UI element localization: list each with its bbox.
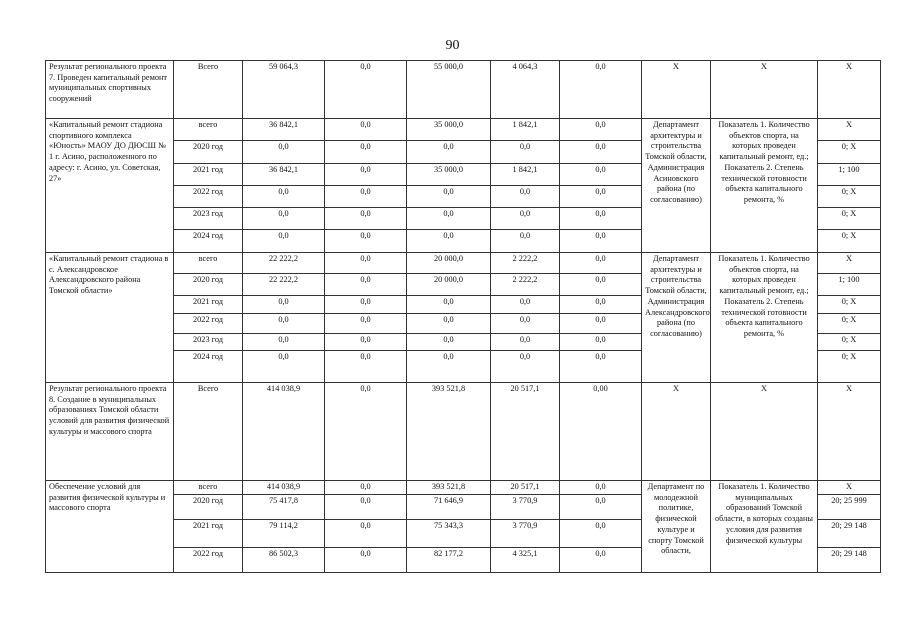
table-cell: 55 000,0 [407, 61, 491, 119]
table-cell: 3 770,9 [491, 519, 560, 547]
table-cell: 59 064,3 [243, 61, 325, 119]
table-cell: 4 064,3 [491, 61, 560, 119]
table-cell: 0,0 [325, 61, 407, 119]
table-cell: всего [174, 253, 243, 274]
table-cell: 0,0 [560, 61, 642, 119]
table-cell: 0; Х [818, 141, 881, 164]
table-cell: Х [711, 383, 818, 481]
table-cell: 2023 год [174, 208, 243, 230]
table-cell: 75 343,3 [407, 519, 491, 547]
table-row [46, 253, 881, 274]
table-cell: Х [642, 383, 711, 481]
table-cell: 0; Х [818, 334, 881, 351]
table-cell: 2021 год [174, 296, 243, 314]
table-cell: 0,0 [560, 481, 642, 495]
table-cell: 1 842,1 [491, 164, 560, 186]
table-cell: 75 417,8 [243, 494, 325, 519]
table-cell: 2022 год [174, 547, 243, 572]
table-cell: 0,0 [560, 230, 642, 253]
table-cell: 0,0 [491, 314, 560, 334]
table-cell: 20 517,1 [491, 383, 560, 481]
table-cell: 0,0 [560, 547, 642, 572]
table-cell: Х [711, 61, 818, 119]
table-cell: 0,0 [560, 186, 642, 208]
table-cell: 0,0 [560, 519, 642, 547]
table-cell: 0,0 [243, 334, 325, 351]
table-cell: Х [818, 119, 881, 141]
table-cell: 0; Х [818, 351, 881, 383]
table-cell: Х [818, 253, 881, 274]
table-cell: 0,0 [325, 519, 407, 547]
table-cell: 86 502,3 [243, 547, 325, 572]
table-cell: 0,0 [407, 334, 491, 351]
table-row [46, 383, 881, 481]
table-cell: 36 842,1 [243, 119, 325, 141]
table-cell: 0,0 [325, 296, 407, 314]
table-cell: 414 038,9 [243, 481, 325, 495]
table-cell: Х [818, 383, 881, 481]
table-cell: Департамент по молодежной политике, физической культуре и спорту Томской области, [642, 481, 711, 573]
table-cell: 0,0 [325, 230, 407, 253]
table-cell: 0,0 [325, 119, 407, 141]
table-cell: 0,0 [491, 296, 560, 314]
table-cell: Департамент архитектуры и строительства Томской области, Администрация Асиновского района (по согласованию) [642, 119, 711, 253]
table-cell: 0; Х [818, 208, 881, 230]
table-cell: 2020 год [174, 274, 243, 296]
table-cell: 0,0 [325, 208, 407, 230]
table-cell: 22 222,2 [243, 253, 325, 274]
table-cell: 79 114,2 [243, 519, 325, 547]
table-cell: 0,0 [491, 208, 560, 230]
table-cell: 414 038,9 [243, 383, 325, 481]
table-cell: 20 517,1 [491, 481, 560, 495]
table-cell: 3 770,9 [491, 494, 560, 519]
table-cell: 0,0 [243, 208, 325, 230]
table-cell: Х [818, 61, 881, 119]
table-cell: 2020 год [174, 494, 243, 519]
table-cell: 2020 год [174, 141, 243, 164]
table-cell: 0,0 [325, 494, 407, 519]
program-table [45, 60, 881, 573]
table-cell: 2 222,2 [491, 253, 560, 274]
table-cell: 20; 29 148 [818, 547, 881, 572]
table-cell: 0,0 [243, 314, 325, 334]
table-cell: Обеспечение условий для развития физической культуры и массового спорта [46, 481, 174, 573]
table-cell: 0,0 [560, 494, 642, 519]
table-cell: 2 222,2 [491, 274, 560, 296]
table-cell: 1 842,1 [491, 119, 560, 141]
table-cell: 0,0 [407, 314, 491, 334]
table-cell: 0,0 [560, 296, 642, 314]
table-cell: 0,0 [491, 334, 560, 351]
table-cell: 0,0 [325, 351, 407, 383]
table-cell: Показатель 1. Количество объектов спорта, на которых проведен капитальный ремонт, ед.; Показатель 2. Степень технической готовности объекта капитального ремонта, % [711, 119, 818, 253]
table-cell: 0; Х [818, 230, 881, 253]
table-row [46, 481, 881, 495]
table-cell: Х [818, 481, 881, 495]
table-cell: 2024 год [174, 351, 243, 383]
table-cell: 0,0 [243, 230, 325, 253]
table-cell: 0,0 [325, 253, 407, 274]
table-cell: Результат регионального проекта 8. Создание в муниципальных образованиях Томской области условий для развития физической культуры и массового спорта [46, 383, 174, 481]
table-cell: 35 000,0 [407, 164, 491, 186]
table-cell: 71 646,9 [407, 494, 491, 519]
table-cell: 0,0 [491, 141, 560, 164]
table-cell: 393 521,8 [407, 481, 491, 495]
table-cell: 0,0 [407, 208, 491, 230]
table-cell: 35 000,0 [407, 119, 491, 141]
table-cell: 0,0 [407, 141, 491, 164]
table-cell: 0,0 [560, 253, 642, 274]
table-cell: 4 325,1 [491, 547, 560, 572]
table-cell: 0,0 [243, 141, 325, 164]
table-cell: 0; Х [818, 186, 881, 208]
table-cell: 0,0 [243, 296, 325, 314]
table-cell: 0,0 [491, 186, 560, 208]
table-cell: 2022 год [174, 186, 243, 208]
table-cell: 0,0 [560, 164, 642, 186]
table-cell: Показатель 1. Количество муниципальных образований Томской области, в которых созданы условия для развития физической культуры [711, 481, 818, 573]
table-cell: Всего [174, 61, 243, 119]
table-cell: всего [174, 481, 243, 495]
table-cell: 22 222,2 [243, 274, 325, 296]
table-cell: 2021 год [174, 519, 243, 547]
table-cell: Показатель 1. Количество объектов спорта, на которых проведен капитальный ремонт, ед.; Показатель 2. Степень технической готовности объекта капитального ремонта, % [711, 253, 818, 383]
table-cell: 0,0 [560, 141, 642, 164]
page-number: 90 [445, 38, 460, 53]
table-cell: 0,0 [560, 314, 642, 334]
table-cell: 0,0 [491, 351, 560, 383]
table-cell: 0,0 [407, 230, 491, 253]
table-cell: 20; 29 148 [818, 519, 881, 547]
table-cell: 20 000,0 [407, 253, 491, 274]
table-cell: 2023 год [174, 334, 243, 351]
table-cell: 0,0 [325, 334, 407, 351]
table-cell: 0; Х [818, 296, 881, 314]
table-cell: 0,0 [560, 208, 642, 230]
table-cell: 1; 100 [818, 274, 881, 296]
table-cell: 0,0 [407, 351, 491, 383]
table-cell: 0,0 [325, 141, 407, 164]
table-cell: 0,0 [560, 119, 642, 141]
table-cell: 0,0 [325, 383, 407, 481]
table-cell: 82 177,2 [407, 547, 491, 572]
table-cell: 0,0 [491, 230, 560, 253]
table-cell: Всего [174, 383, 243, 481]
table-cell: 0,0 [325, 314, 407, 334]
table-cell: 0,0 [407, 296, 491, 314]
table-cell: 2022 год [174, 314, 243, 334]
table-cell: 0,0 [560, 334, 642, 351]
table-cell: 2024 год [174, 230, 243, 253]
table-cell: Департамент архитектуры и строительства Томской области, Администрация Александровского района (по согласованию) [642, 253, 711, 383]
table-cell: 0,00 [560, 383, 642, 481]
table-cell: 0,0 [407, 186, 491, 208]
table-cell: Х [642, 61, 711, 119]
table-cell: 20; 25 999 [818, 494, 881, 519]
table-cell: 0,0 [325, 186, 407, 208]
table-cell: 0,0 [325, 481, 407, 495]
table-row [46, 61, 881, 119]
table-cell: 20 000,0 [407, 274, 491, 296]
table-cell: Результат регионального проекта 7. Проведен капитальный ремонт муниципальных спортивных сооружений [46, 61, 174, 119]
table-cell: 0,0 [560, 274, 642, 296]
table-cell: 1; 100 [818, 164, 881, 186]
table-cell: «Капитальный ремонт стадиона в с. Александровское Александровского района Томской области» [46, 253, 174, 383]
table-cell: 0,0 [560, 351, 642, 383]
table-cell: 393 521,8 [407, 383, 491, 481]
table-cell: 0,0 [243, 351, 325, 383]
table-cell: «Капитальный ремонт стадиона спортивного комплекса «Юность» МАОУ ДО ДЮСШ № 1 г. Асино, расположенного по адресу: г. Асино, ул. Советская, 27» [46, 119, 174, 253]
table-cell: 0,0 [243, 186, 325, 208]
table-cell: 0,0 [325, 547, 407, 572]
table-cell: 0,0 [325, 164, 407, 186]
table-row [46, 119, 881, 141]
table-cell: 0; Х [818, 314, 881, 334]
table-cell: всего [174, 119, 243, 141]
table-cell: 36 842,1 [243, 164, 325, 186]
table-cell: 2021 год [174, 164, 243, 186]
table-cell: 0,0 [325, 274, 407, 296]
